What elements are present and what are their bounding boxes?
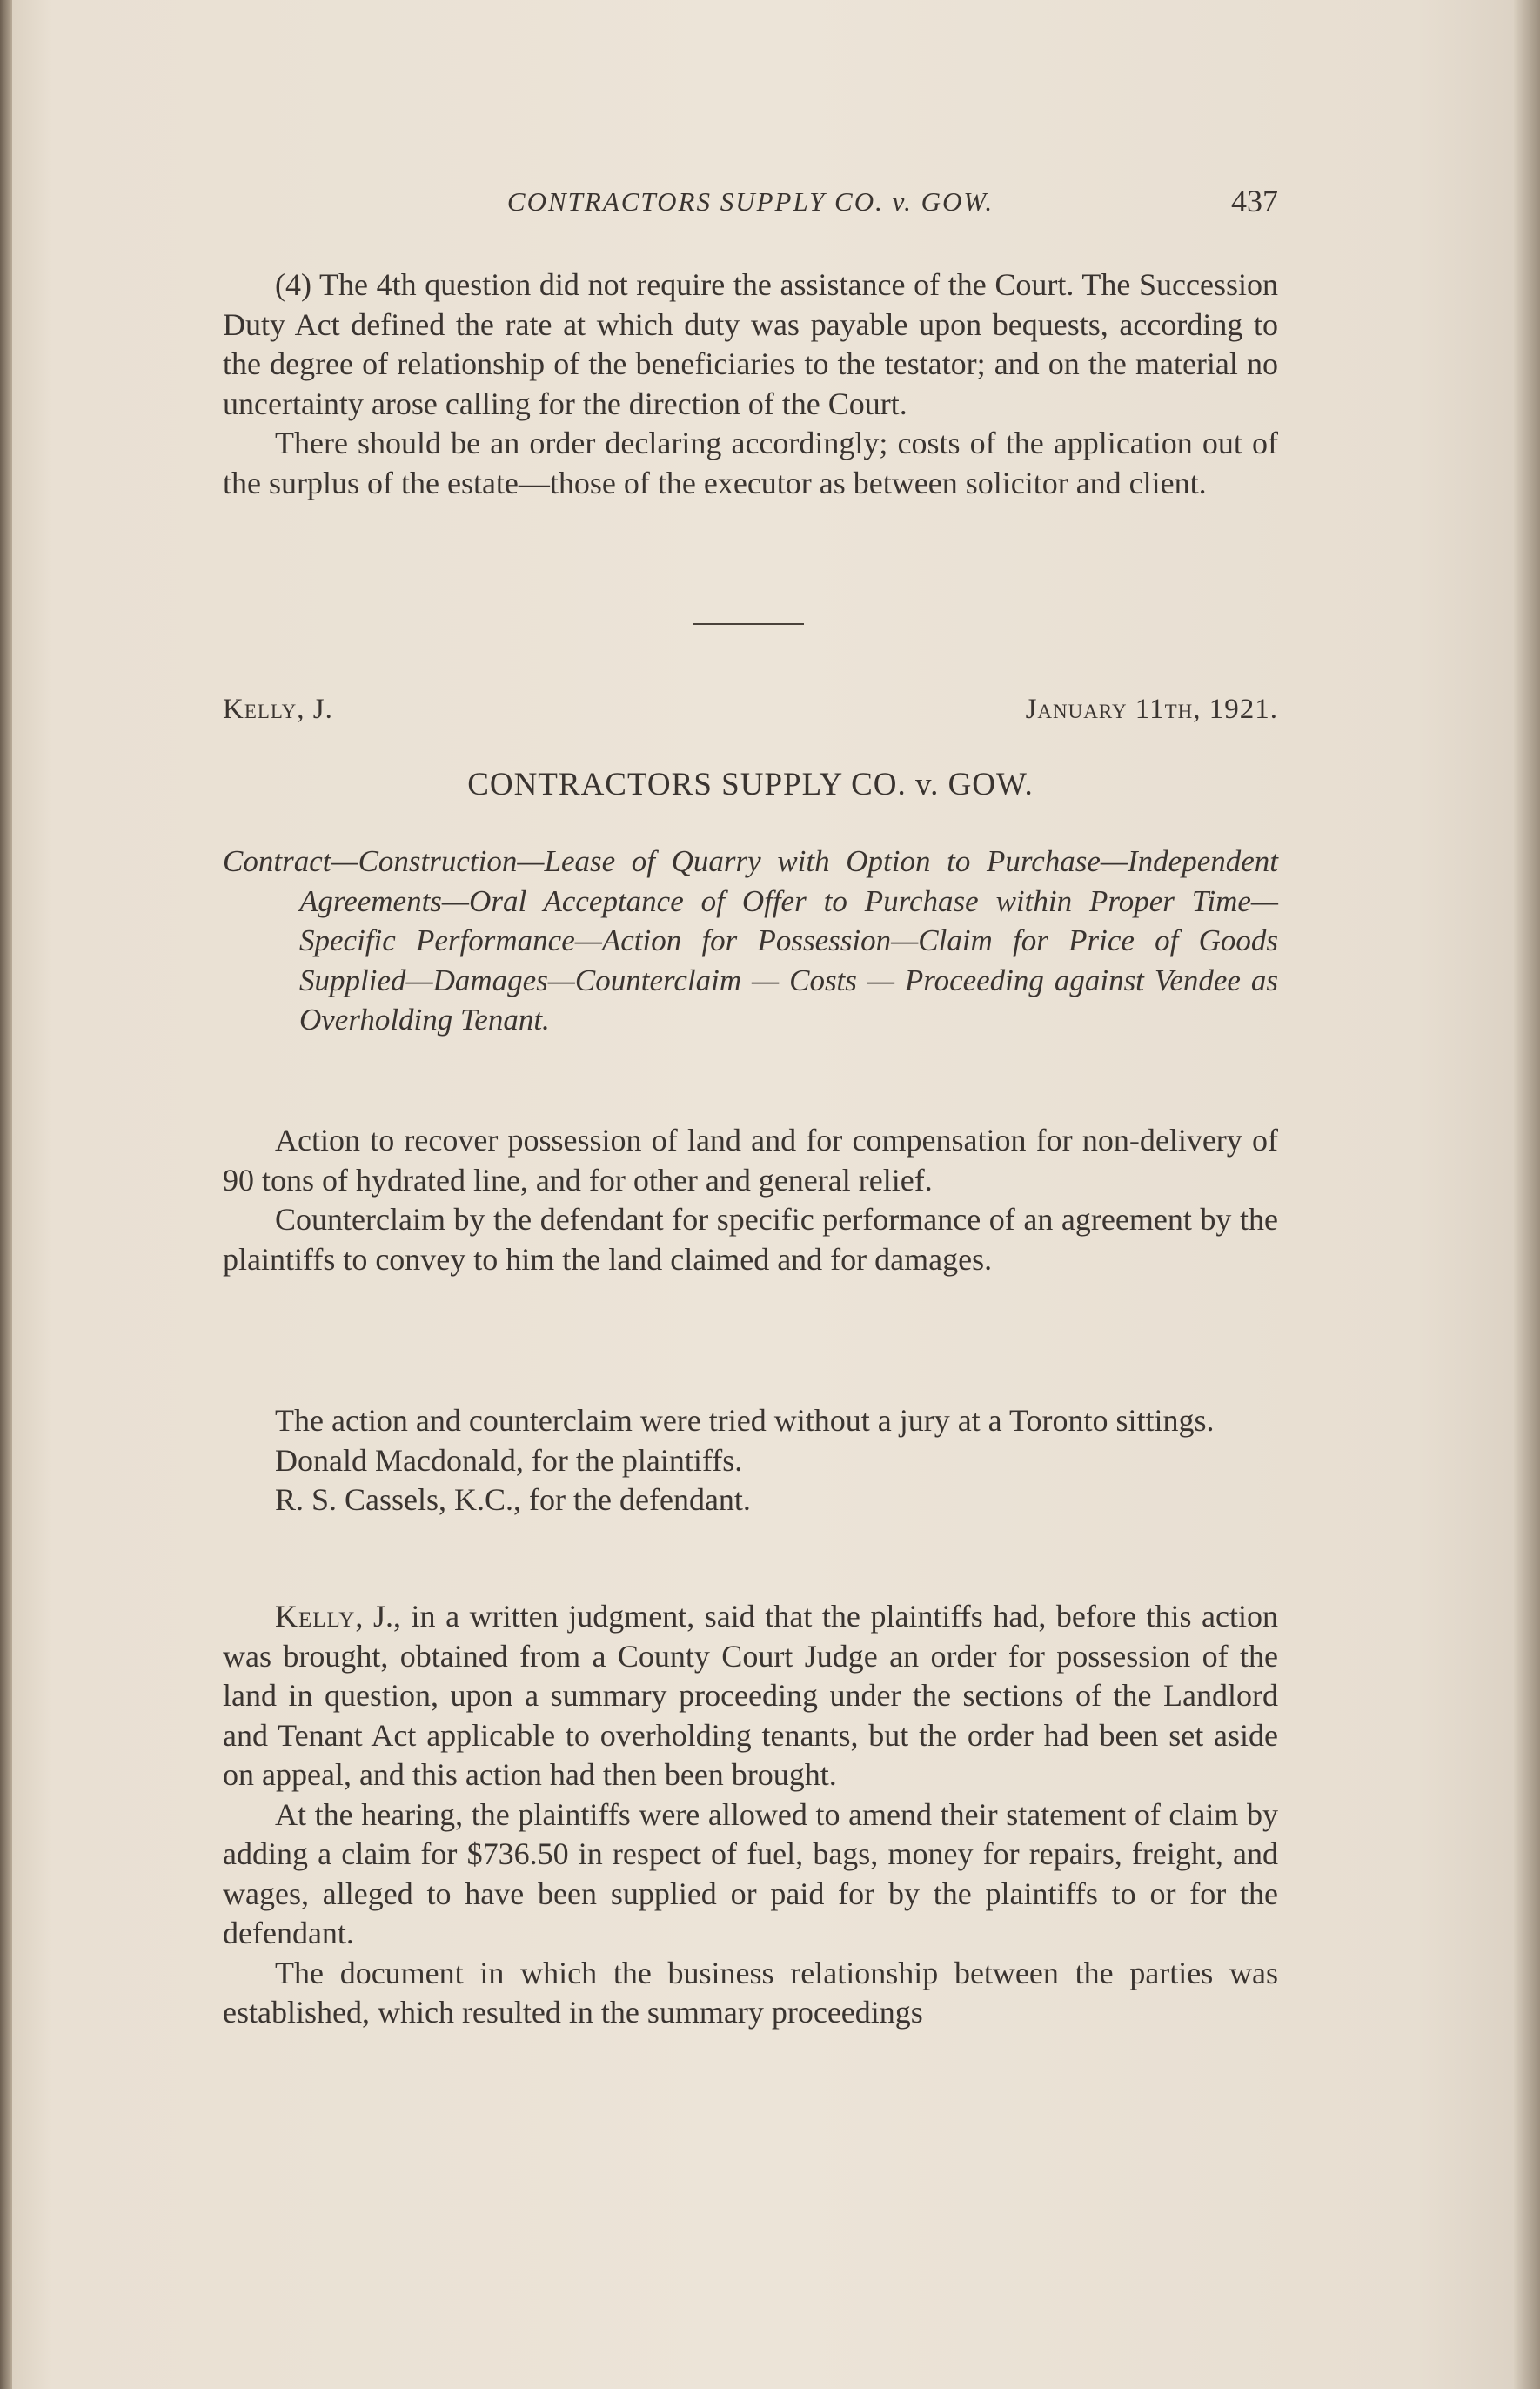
trial-details	[223, 1401, 1278, 1520]
paragraph: The action and counterclaim were tried without a jury at a Toronto sittings.	[275, 1403, 1215, 1438]
paragraph: Counterclaim by the defendant for specific performance of an agreement by the plaintiffs to convey to him the land claimed and for damages.	[223, 1202, 1278, 1277]
page-edge	[1514, 0, 1540, 2389]
counsel-defendant: R. S. Cassels, K.C., for the defendant.	[275, 1482, 751, 1517]
paragraph: At the hearing, the plaintiffs were allowed to amend their statement of claim by adding a claim for $736.50 in respect of fuel, bags, money for repairs, freight, and wages, alleged to have been supplied or paid for by the plaintiffs to or for the defendant.	[223, 1796, 1278, 1950]
paragraph	[223, 1597, 1278, 1795]
section-divider	[693, 623, 804, 625]
book-spine-shadow	[0, 0, 12, 2389]
paragraph: Action to recover possession of land and for compensation for non-delivery of 90 tons of hydrated line, and for other and general relief.	[223, 1123, 1278, 1198]
running-title: CONTRACTORS SUPPLY CO. v. GOW.	[506, 186, 994, 217]
case-dateline	[223, 694, 1278, 732]
paragraph: The document in which the business relationship between the parties was established, which resulted in the summary proceedings	[223, 1955, 1278, 2030]
judgment-date: January 11th, 1921.	[1025, 694, 1278, 725]
judgment-text	[223, 1597, 1278, 2033]
counsel-plaintiffs: Donald Macdonald, for the plaintiffs.	[275, 1442, 743, 1478]
judge-name: Kelly, J.	[223, 694, 333, 725]
paragraph-text: , J., in a written judgment, said that the plaintiffs had, before this action was brought, obtained from a County Court Judge an order for possession of the land in question, upon a summary proceeding under the sections of the Landlord and Tenant Act applicable to overholding tenants, but the order had been set aside on appeal, and this action had then been brought.	[223, 1599, 1278, 1792]
case-title: CONTRACTORS SUPPLY CO. v. GOW.	[467, 767, 1034, 802]
page-number: 437	[1231, 184, 1278, 218]
paragraph: (4) The 4th question did not require the assistance of the Court. The Succession Duty Act defined the rate at which duty was payable upon bequests, according to the degree of relationship of the beneficiaries to the testator; and on the material no uncertainty arose calling for the direction of the Court.	[223, 267, 1278, 421]
previous-case-conclusion	[223, 265, 1278, 503]
case-introduction	[223, 1121, 1278, 1279]
headnote: Contract—Construction—Lease of Quarry with Option to Purchase—Independent Agreements—Oral Acceptance of Offer to Purchase within Proper Time—Specific Performance—Action for Possession—Claim for Price of Goods Supplied—Damages—Counterclaim — Costs — Proceeding against Vendee as Overholding Tenant.	[223, 844, 1278, 1037]
running-head	[223, 183, 1278, 226]
judge-name-inline: Kelly	[275, 1599, 356, 1634]
paragraph: There should be an order declaring accordingly; costs of the application out of the surplus of the estate—those of the executor as between solicitor and client.	[223, 426, 1278, 500]
